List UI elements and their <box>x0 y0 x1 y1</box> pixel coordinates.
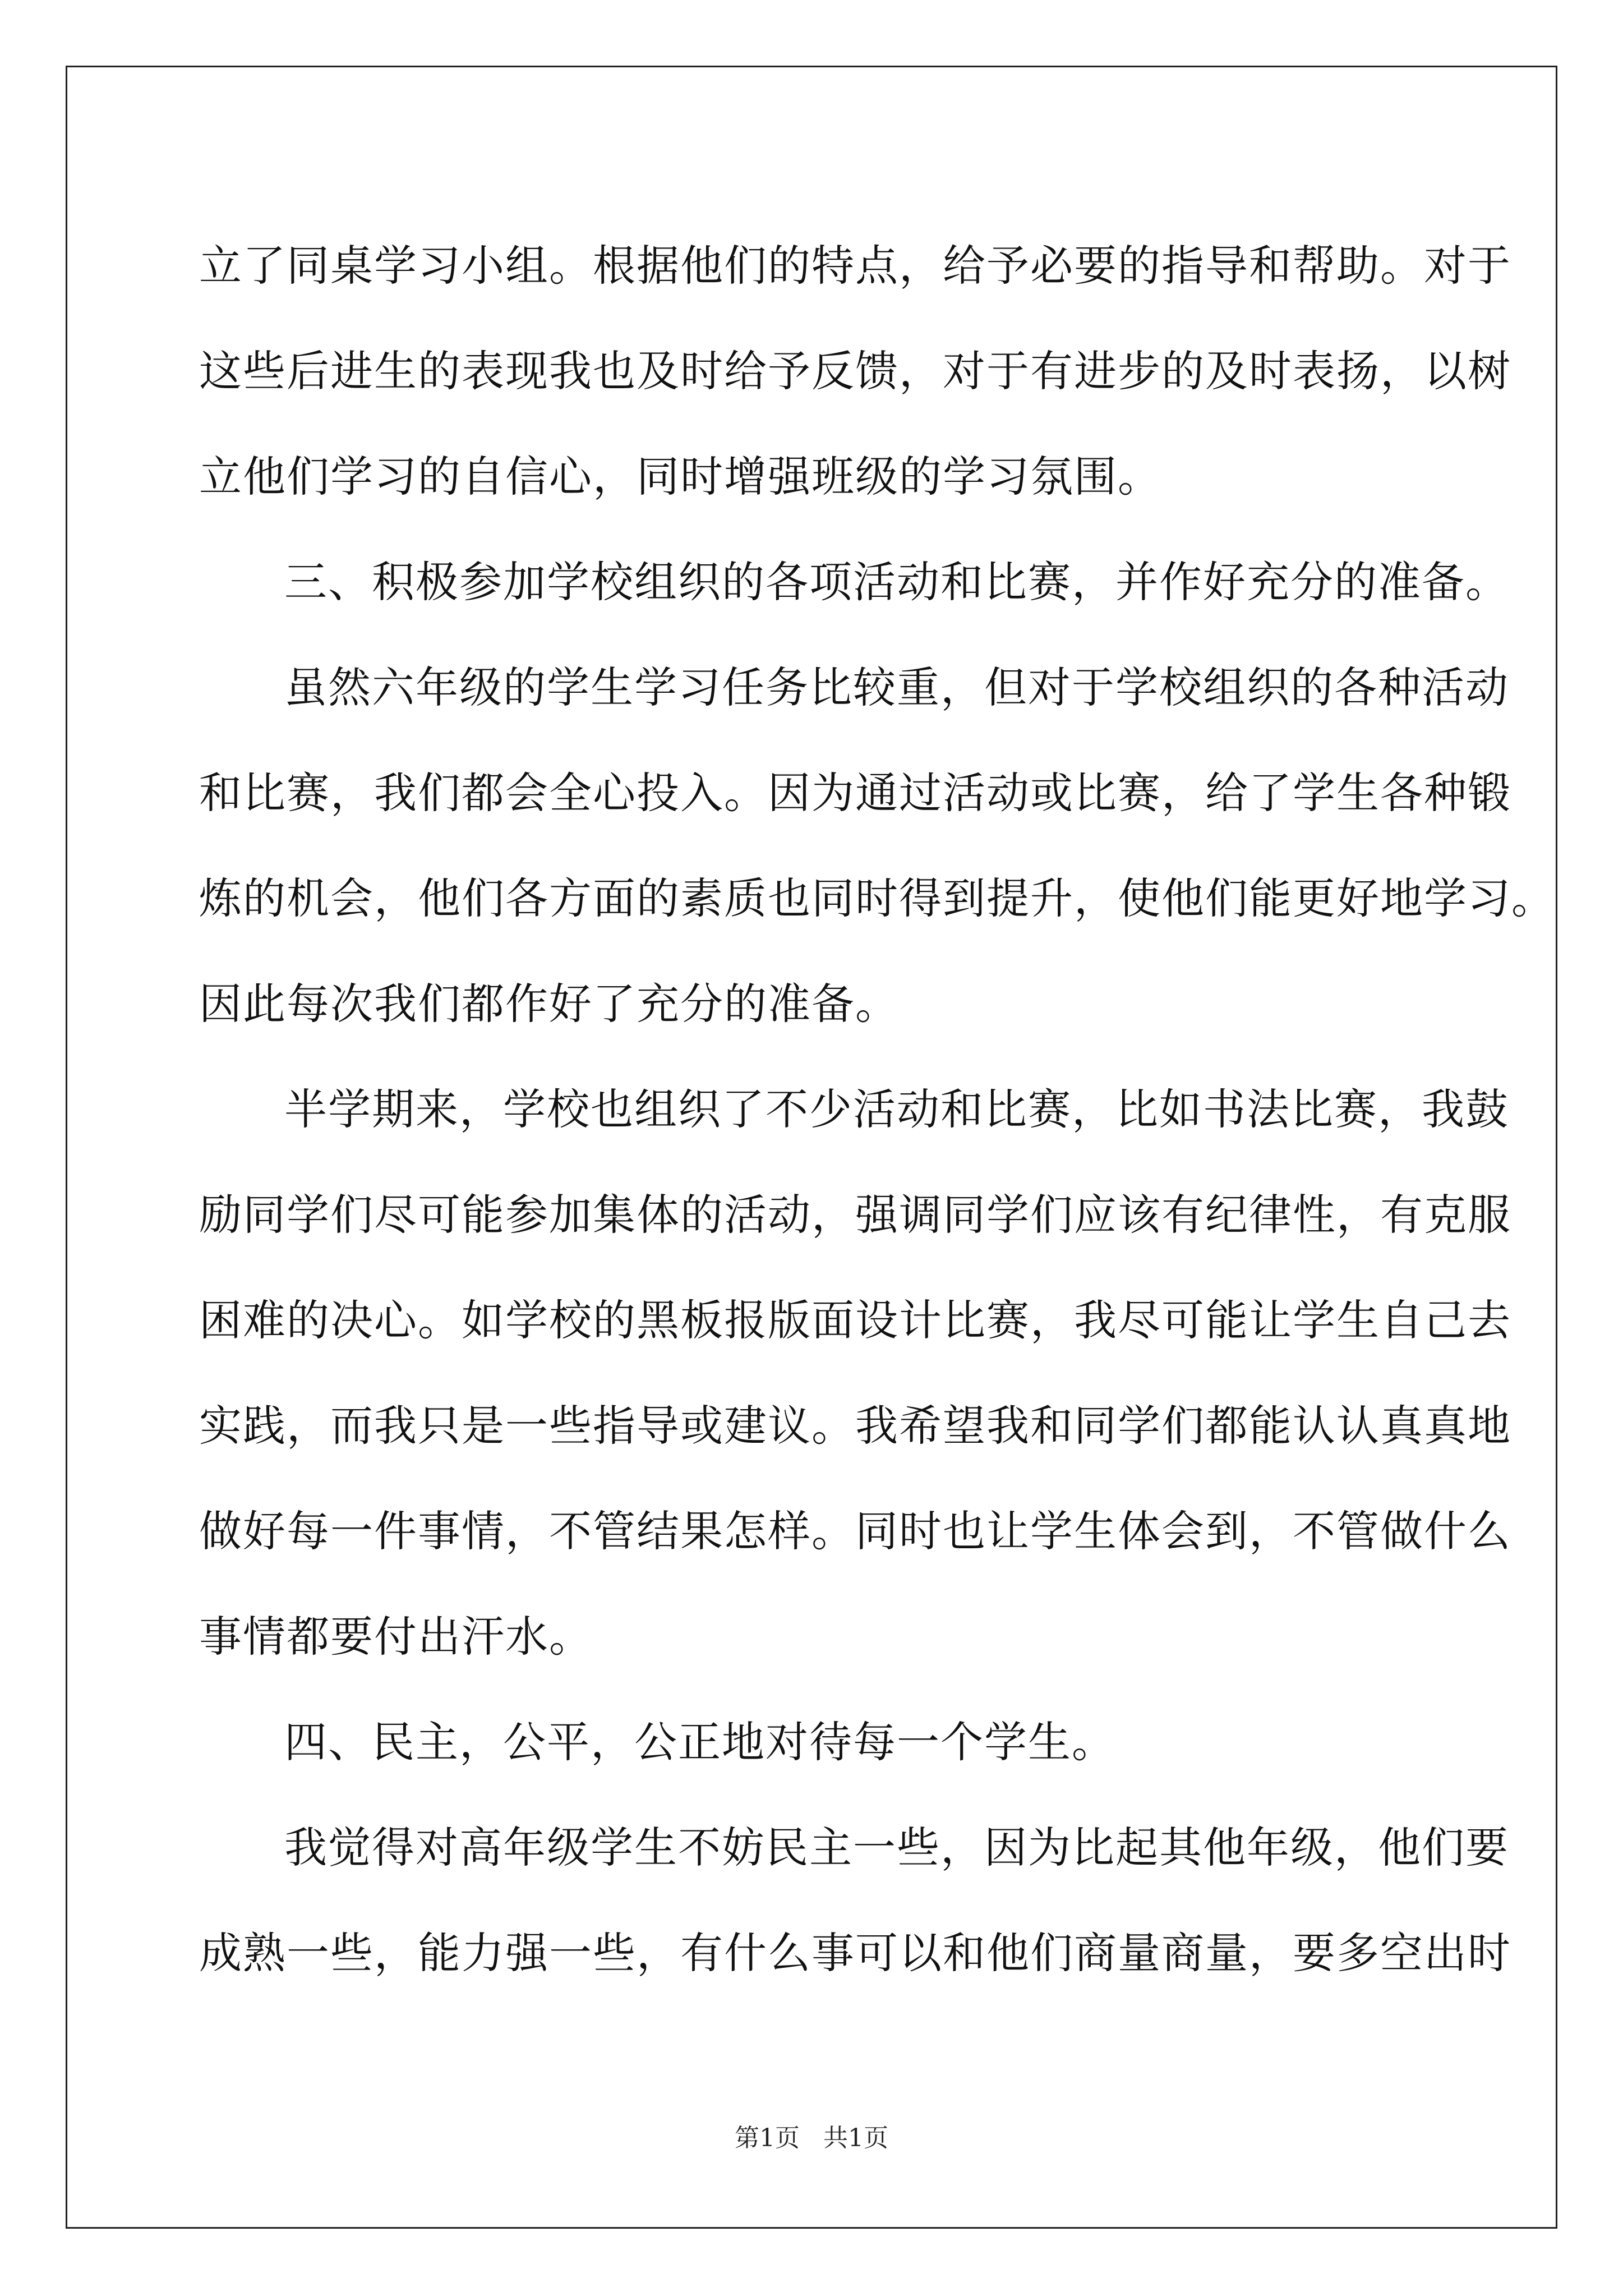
document-body <box>199 213 1555 2006</box>
text-line: 炼的机会，他们各方面的素质也同时得到提升，使他们能更好地学习。 <box>199 873 1555 923</box>
text-line: 半学期来，学校也组织了不少活动和比赛，比如书法比赛，我鼓 <box>284 1084 1509 1134</box>
text-line: 这些后进生的表现我也及时给予反馈，对于有进步的及时表扬，以树 <box>199 346 1511 396</box>
section-heading: 四、民主，公平，公正地对待每一个学生。 <box>284 1717 1115 1767</box>
text-line: 因此每次我们都作好了充分的准备。 <box>199 979 899 1029</box>
section-heading: 三、积极参加学校组织的各项活动和比赛，并作好充分的准备。 <box>284 557 1509 607</box>
text-line: 和比赛，我们都会全心投入。因为通过活动或比赛，给了学生各种锻 <box>199 768 1511 818</box>
text-line: 做好每一件事情，不管结果怎样。同时也让学生体会到，不管做什么 <box>199 1506 1511 1556</box>
text-line: 困难的决心。如学校的黑板报版面设计比赛，我尽可能让学生自己去 <box>199 1295 1511 1345</box>
text-line: 事情都要付出汗水。 <box>199 1612 593 1662</box>
text-line: 实践，而我只是一些指导或建议。我希望我和同学们都能认认真真地 <box>199 1401 1511 1451</box>
text-line: 立他们学习的自信心，同时增强班级的学习氛围。 <box>199 452 1161 501</box>
text-line: 成熟一些，能力强一些，有什么事可以和他们商量商量，要多空出时 <box>199 1928 1511 1978</box>
text-line: 虽然六年级的学生学习任务比较重，但对于学校组织的各种活动 <box>284 662 1509 712</box>
text-line: 立了同桌学习小组。根据他们的特点，给予必要的指导和帮助。对于 <box>199 241 1511 291</box>
text-line: 励同学们尽可能参加集体的活动，强调同学们应该有纪律性，有克服 <box>199 1190 1511 1240</box>
text-line: 我觉得对高年级学生不妨民主一些，因为比起其他年级，他们要 <box>284 1823 1509 1872</box>
page-footer: 第1页 共1页 <box>735 2124 888 2152</box>
